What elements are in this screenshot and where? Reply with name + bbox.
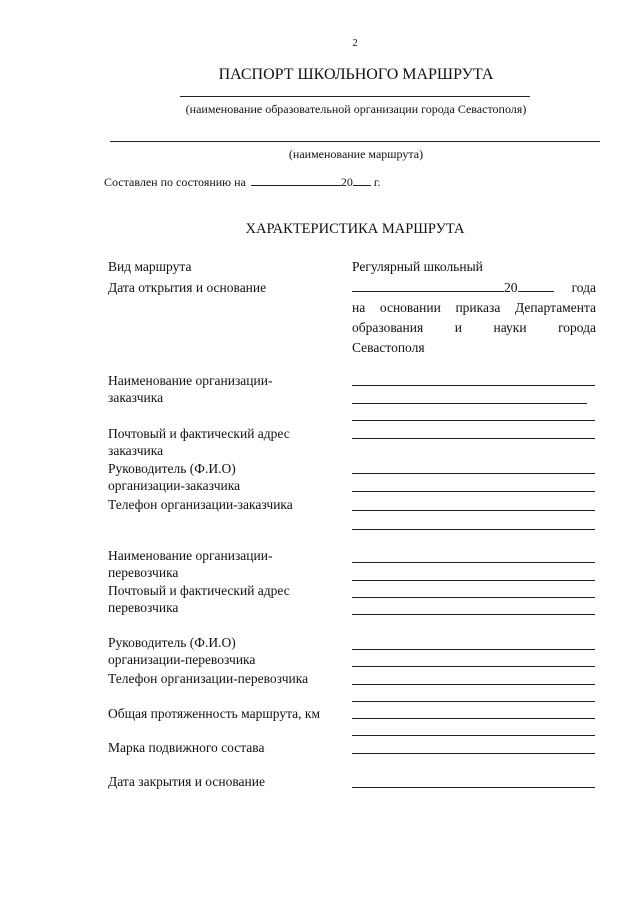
opening-year-blank xyxy=(518,291,554,292)
opening-label: Дата открытия и основание xyxy=(108,280,267,295)
customer-address-field-line-1[interactable] xyxy=(352,420,595,421)
rolling-stock-field-line-2[interactable] xyxy=(352,753,595,754)
route-length-label: Общая протяженность маршрута, км xyxy=(108,706,320,721)
status-date-line xyxy=(251,185,341,186)
status-year-line xyxy=(353,185,371,186)
customer-phone-field-line-2[interactable] xyxy=(352,529,595,530)
carrier-name-field-line-2[interactable] xyxy=(352,580,595,581)
carrier-phone-label: Телефон организации-перевозчика xyxy=(108,671,309,686)
status-year-suffix: г. xyxy=(373,175,381,189)
carrier-address-label xyxy=(108,582,290,616)
opening-date-line xyxy=(352,279,596,296)
customer-head-label xyxy=(108,460,240,494)
section-title: ХАРАКТЕРИСТИКА МАРШРУТА xyxy=(245,221,465,237)
closing-field-line[interactable] xyxy=(352,787,595,788)
customer-head-field-line-1[interactable] xyxy=(352,473,595,474)
closing-label: Дата закрытия и основание xyxy=(108,774,265,789)
customer-name-label xyxy=(108,372,272,406)
customer-phone-label: Телефон организации-заказчика xyxy=(108,497,293,512)
status-year-prefix: 20 xyxy=(340,175,353,189)
carrier-address-field-line-1[interactable] xyxy=(352,597,595,598)
customer-address-field-line-2[interactable] xyxy=(352,438,595,439)
carrier-address-label-line-2: перевозчика xyxy=(108,600,179,615)
route-name-caption: (наименование маршрута) xyxy=(288,147,424,161)
customer-name-label-line-1: Наименование организации- xyxy=(108,373,273,388)
route-name-line xyxy=(110,141,600,142)
carrier-head-label-line-1: Руководитель (Ф.И.О) xyxy=(108,635,236,650)
route-type-value: Регулярный школьный xyxy=(352,259,483,274)
carrier-head-label-line-2: организации-перевозчика xyxy=(108,652,256,667)
customer-head-label-line-1: Руководитель (Ф.И.О) xyxy=(108,461,236,476)
opening-basis xyxy=(352,299,596,356)
customer-name-field-line-1[interactable] xyxy=(352,385,595,386)
carrier-name-field-line-1[interactable] xyxy=(352,562,595,563)
rolling-stock-field-line-1[interactable] xyxy=(352,735,595,736)
document-title: ПАСПОРТ ШКОЛЬНОГО МАРШРУТА xyxy=(218,66,494,83)
route-length-field-line[interactable] xyxy=(352,718,595,719)
opening-basis-line-2: образования и науки города xyxy=(352,320,596,335)
customer-address-label xyxy=(108,425,290,459)
carrier-name-label-line-2: перевозчика xyxy=(108,565,179,580)
customer-phone-field-line-1[interactable] xyxy=(352,510,595,511)
status-prefix: Составлен по состоянию на xyxy=(104,175,246,189)
org-name-caption: (наименование образовательной организации города Севастополя) xyxy=(185,102,527,116)
opening-basis-line-3: Севастополя xyxy=(352,340,425,355)
carrier-address-field-line-2[interactable] xyxy=(352,614,595,615)
carrier-name-label-line-1: Наименование организации- xyxy=(108,548,273,563)
opening-date-blank xyxy=(352,291,504,292)
carrier-phone-field-line-1[interactable] xyxy=(352,684,595,685)
customer-head-label-line-2: организации-заказчика xyxy=(108,478,241,493)
carrier-head-field-line-1[interactable] xyxy=(352,649,595,650)
carrier-name-label xyxy=(108,547,272,581)
carrier-head-label xyxy=(108,634,255,668)
route-type-label: Вид маршрута xyxy=(108,259,192,274)
page-number: 2 xyxy=(352,37,358,49)
opening-basis-line-1: на основании приказа Департамента xyxy=(352,300,596,315)
carrier-phone-field-line-2[interactable] xyxy=(352,701,595,702)
customer-name-field-line-2[interactable] xyxy=(352,403,587,404)
opening-year-suffix: года xyxy=(571,280,596,295)
rolling-stock-label: Марка подвижного состава xyxy=(108,740,265,755)
status-line xyxy=(104,175,380,190)
customer-address-label-line-1: Почтовый и фактический адрес xyxy=(108,426,290,441)
org-name-line xyxy=(180,96,530,97)
carrier-address-label-line-1: Почтовый и фактический адрес xyxy=(108,583,290,598)
customer-name-label-line-2: заказчика xyxy=(108,390,164,405)
customer-address-label-line-2: заказчика xyxy=(108,443,164,458)
opening-year-prefix: 20 xyxy=(504,280,518,295)
customer-head-field-line-2[interactable] xyxy=(352,491,595,492)
carrier-head-field-line-2[interactable] xyxy=(352,666,595,667)
